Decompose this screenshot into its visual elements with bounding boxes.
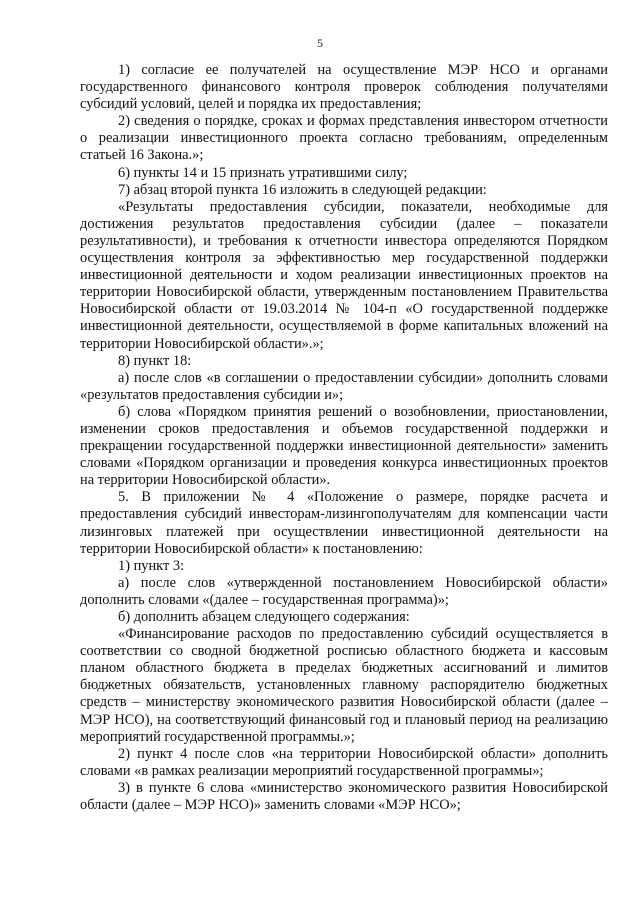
paragraph-item-8a: а) после слов «в соглашении о предоставлении субсидии» дополнить словами «результатов предоставления субсидии и»;	[80, 369, 608, 403]
paragraph-reporting-info: 2) сведения о порядке, сроках и формах представления инвестором отчетности о реализации инвестиционного проекта согласно требованиям, определенным статьей 16 Закона.»;	[80, 113, 608, 164]
document-body	[80, 62, 608, 814]
paragraph-point-4: 2) пункт 4 после слов «на территории Новосибирской области» дополнить словами «в рамках реализации мероприятий государственной программы»;	[80, 745, 608, 779]
paragraph-item-6: 6) пункты 14 и 15 признать утратившими силу;	[118, 164, 408, 181]
paragraph-point-6: 3) в пункте 6 слова «министерство экономического развития Новосибирской области (далее – МЭР НСО)» заменить словами «МЭР НСО»;	[80, 779, 608, 814]
paragraph-consent: 1) согласие ее получателей на осуществление МЭР НСО и органами государственного финансового контроля проверок соблюдения получателями субсидий условий, целей и порядка их предоставления;	[80, 62, 608, 113]
paragraph-point-3a: а) после слов «утвержденной постановлением Новосибирской области» дополнить словами «(далее – государственная программа)»;	[80, 574, 608, 608]
paragraph-point-3b: б) дополнить абзацем следующего содержания:	[118, 609, 410, 625]
paragraph-section-5: 5. В приложении № 4 «Положение о размере, порядке расчета и предоставления субсидий инвесторам-лизингополучателям для компенсации части лизинговых платежей при осуществлении инвестиционной деятельности на территории Новосибирской области» к постановлению:	[80, 489, 608, 557]
paragraph-item-8: 8) пункт 18:	[118, 352, 192, 369]
paragraph-financing-quote: «Финансирование расходов по предоставлению субсидий осуществляется в соответствии со сводной бюджетной росписью областного бюджета и кассовым планом областного бюджета в пределах бюджетных ассигнований и лимитов бюджетных обязательств, установленных главному распорядителю бюджетных средств – министерству экономического развития Новосибирской области (далее – МЭР НСО), на соответствующий финансовый год и плановый период на реализацию мероприятий государственной программы.»;	[80, 626, 608, 745]
page-number: 5	[317, 36, 323, 50]
paragraph-results-quote: «Результаты предоставления субсидии, показатели, необходимые для достижения результатов предоставления субсидии (далее – показатели результативности), и требования к отчетности инвестора определяются Порядком осуществления контроля за эффективностью мер государственной поддержки инвестиционной деятельности и ходом реализации инвестиционных проектов на территории Новосибирской области, утвержденным постановлением Правительства Новосибирской области от 19.03.2014 № 104-п «О государственной поддержке инвестиционной деятельности, осуществляемой в форме капитальных вложений на территории Новосибирской области».»;	[80, 198, 608, 352]
paragraph-point-3: 1) пункт 3:	[118, 557, 185, 574]
paragraph-item-8b: б) слова «Порядком принятия решений о возобновлении, приостановлении, изменении сроков предоставления и объемов государственной поддержки и прекращении государственной поддержки инвестиционной деятельности» заменить словами «Порядком организации и проведения конкурса инвестиционных проектов на территории Новосибирской области».	[80, 403, 608, 489]
paragraph-item-7: 7) абзац второй пункта 16 изложить в следующей редакции:	[118, 181, 487, 198]
